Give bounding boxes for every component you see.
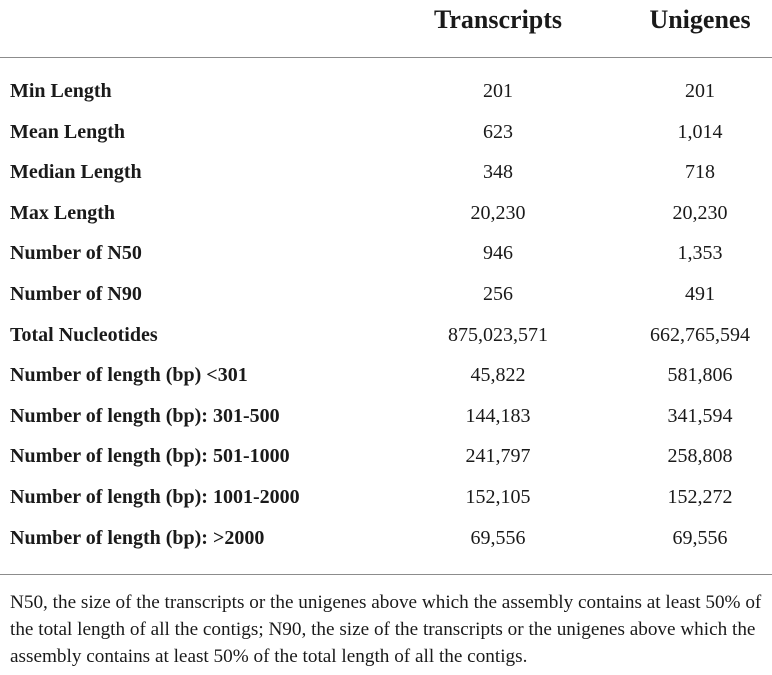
row-label: Number of N90 xyxy=(10,282,142,305)
row-label: Mean Length xyxy=(10,120,125,143)
transcripts-cell: 348 xyxy=(483,161,513,184)
row-label: Number of length (bp): >2000 xyxy=(10,526,265,549)
table-row xyxy=(0,193,772,234)
transcripts-cell: 623 xyxy=(483,120,513,143)
transcripts-cell: 144,183 xyxy=(465,404,531,427)
unigenes-cell: 1,014 xyxy=(677,120,723,143)
transcripts-cell: 256 xyxy=(483,282,513,305)
unigenes-cell: 718 xyxy=(685,161,715,184)
column-header-unigenes: Unigenes xyxy=(649,5,751,34)
table-row xyxy=(0,274,772,315)
table-header xyxy=(0,4,772,44)
table-row xyxy=(0,152,772,193)
table-row xyxy=(0,518,772,559)
column-header-transcripts: Transcripts xyxy=(433,5,563,34)
table-row xyxy=(0,315,772,356)
unigenes-cell: 341,594 xyxy=(667,404,733,427)
row-label: Number of length (bp) <301 xyxy=(10,364,248,387)
transcripts-cell: 45,822 xyxy=(470,364,526,387)
row-label: Number of length (bp): 301-500 xyxy=(10,404,280,427)
transcripts-cell: 875,023,571 xyxy=(448,323,548,346)
row-label: Total Nucleotides xyxy=(10,323,158,346)
transcripts-cell: 201 xyxy=(483,80,513,102)
table-row xyxy=(0,112,772,153)
transcripts-cell: 241,797 xyxy=(465,445,531,468)
unigenes-cell: 1,353 xyxy=(677,242,723,265)
unigenes-cell: 69,556 xyxy=(672,526,728,549)
row-label: Max Length xyxy=(10,201,115,224)
header-rule xyxy=(0,57,772,58)
unigenes-cell: 662,765,594 xyxy=(650,323,750,346)
footer-rule xyxy=(0,574,772,575)
unigenes-cell: 201 xyxy=(685,80,715,102)
row-label: Min Length xyxy=(10,80,112,102)
table-body xyxy=(0,71,772,558)
table-row xyxy=(0,436,772,477)
row-label: Number of length (bp): 501-1000 xyxy=(10,445,290,468)
unigenes-cell: 152,272 xyxy=(667,485,733,508)
table-row xyxy=(0,233,772,274)
unigenes-cell: 20,230 xyxy=(672,201,728,224)
table-row xyxy=(0,355,772,396)
table-row xyxy=(0,396,772,437)
table-row xyxy=(0,477,772,518)
unigenes-cell: 491 xyxy=(685,282,715,305)
transcripts-cell: 946 xyxy=(483,242,513,265)
unigenes-cell: 258,808 xyxy=(667,445,733,468)
table-row xyxy=(0,71,772,112)
unigenes-cell: 581,806 xyxy=(667,364,733,387)
transcripts-cell: 20,230 xyxy=(470,201,526,224)
transcripts-cell: 152,105 xyxy=(465,485,531,508)
row-label: Median Length xyxy=(10,161,142,184)
row-label: Number of N50 xyxy=(10,242,142,265)
table-footnote: N50, the size of the transcripts or the unigenes above which the assembly contains at least 50% of the total length of all the contigs; N90, the size of the transcripts or the unigenes above which the assembly contains at least 50% of the total length of all the contigs. xyxy=(10,592,762,667)
row-label: Number of length (bp): 1001-2000 xyxy=(10,485,300,508)
transcripts-cell: 69,556 xyxy=(470,526,526,549)
